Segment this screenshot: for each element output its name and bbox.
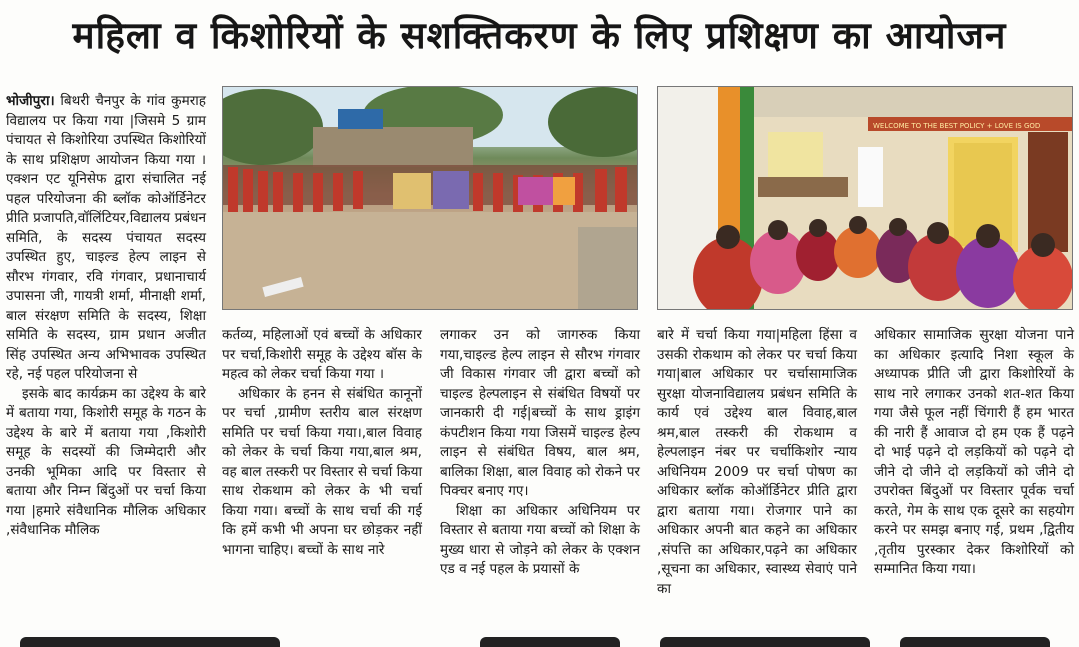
article-column-1 xyxy=(6,92,206,541)
photo-classroom-session xyxy=(657,86,1073,310)
article-column-3 xyxy=(440,326,640,580)
paragraph: इसके बाद कार्यक्रम का उद्देश्य के बारे में बताया गया, किशोरी समूह के गठन के उद्देश्य के बारे में बताया गया ,किशोरी समूह के सदस्यों की जिम्मेदारी और उनकी भूमिका आदि पर विस्तार से बताया और निम्न बिंदुओं पर चर्चा किया गया |हमारे संवैधानिक मौलिक अधिकार ,संवैधानिक मौलिक xyxy=(6,385,206,538)
paragraph: बारे में चर्चा किया गया|महिला हिंसा व उसकी रोकथाम को लेकर पर चर्चा किया गया|बाल अधिकार पर चर्चासामाजिक सुरक्षा योजनाविद्यालय प्रबंधन समिति के कार्य एवं उद्देश्य बाल विवाह,बाल श्रम,बाल तस्करी की रोकथाम व हेल्पलाइन नंबर पर चर्चाकिशोर न्याय अधिनियम 2009 पर चर्चा पोषण का अधिकार ब्लॉक कोऑर्डिनेटर प्रीति द्वारा द्वारा बताया गया। रोजगार पाने का अधिकार अपनी बात कहने का अधिकार ,संपत्ति का अधिकार,पढ़ने का अधिकार ,सूचना का अधिकार, स्वास्थ्य सेवाएं पाने का xyxy=(657,327,857,597)
paragraph: कर्तव्य, महिलाओं एवं बच्चों के अधिकार पर चर्चा,किशोरी समूह के उद्देश्य बॉस के महत्व को लेकर चर्चा किया गया । xyxy=(222,327,422,382)
next-headline-fragment xyxy=(0,633,1079,647)
paragraph: शिक्षा का अधिकार अधिनियम पर विस्तार से बताया गया बच्चों को शिक्षा के मुख्य धारा से जोड़ने को लेकर के एक्शन एड व नई पहल के प्रयासों के xyxy=(440,502,640,577)
paragraph: अधिकार के हनन से संबंधित कानूनों पर चर्चा ,ग्रामीण स्तरीय बाल संरक्षण समिति पर चर्चा किया गया।,बाल विवाह को लेकर के चर्चा किया गया,बाल श्रम, वह बाल तस्करी पर विस्तार से चर्चा किया साथ रोकथाम को लेकर के भी चर्चा किया गया। बच्चों के साथ चर्चा की गई कि हमें कभी भी अपना घर छोड़कर नहीं भागना चाहिए। बच्चों के साथ नारे xyxy=(222,385,422,558)
headline: महिला व किशोरियों के सशक्तिकरण के लिए प्रशिक्षण का आयोजन xyxy=(72,14,1007,57)
paragraph: बिथरी चैनपुर के गांव कुमराह विद्यालय पर किया गया |जिसमे 5 ग्राम पंचायत से किशोरिया उपस्थित किशोरियों के साथ प्रशिक्षण आयोजन किया गया । एक्शन एट यूनिसेफ द्वारा संचालित नई पहल परियोजना की ब्लॉक कोऑर्डिनेटर प्रीति प्रजापति,वॉलिंटियर,विद्यालय प्रबंधन समिति, के सदस्य पंचायत सदस्य उपस्थित हुए, चाइल्ड हेल्प लाइन से सौरभ गंगवार, रवि गंगवार, प्रधानाचार्य उपासना जी, गायत्री शर्मा, मीनाक्षी शर्मा, बाल संरक्षण समिति के सदस्य, शिक्षा समिति के सदस्य, ग्राम प्रधान अजीत सिंह उपस्थित अन्य अभिभावक उपस्थित रहे, नई पहल परियोजना से xyxy=(6,93,206,382)
article-column-4 xyxy=(657,326,857,599)
article-column-2 xyxy=(222,326,422,560)
photo-outdoor-group xyxy=(222,86,638,310)
paragraph: अधिकार सामाजिक सुरक्षा योजना पाने का अधिकार इत्यादि निशा स्कूल के अध्यापक प्रीति जी द्वारा किशोरियों के साथ नारे लगाकर उनको शत-शत किया गया जैसे फूल नहीं चिंगारी हैं हम भारत की नारी हैं आवाज दो हम एक हैं पढ़ने दो भाई पढ़ने दो लड़कियों को पढ़ने दो जीने दो जीने दो लड़कियों को जीने दो उपरोक्त बिंदुओं पर विस्तार पूर्वक चर्चा करते, गेम के साथ एक दूसरे का सहयोग करने पर समझ बनाए गई, प्रथम ,द्वितीय ,तृतीय पुरस्कार देकर किशोरियों को सम्मानित किया गया। xyxy=(874,327,1074,577)
wall-banner-text: WELCOME TO THE BEST POLICY + LOVE IS GOD xyxy=(873,122,1041,130)
paragraph: लगाकर उन को जागरुक किया गया,चाइल्ड हेल्प लाइन से सौरभ गंगवार जी विकास गंगवार जी द्वारा बच्चों को चाइल्ड हेल्पलाइन से संबंधित विषयों पर जानकारी दी गई|बच्चों के साथ ड्राइंग कंपटीशन किया गया जिसमें चाइल्ड हेल्प लाइन से संबंधित विषय, बाल श्रम, बालिका शिक्षा, बाल विवाह को रोकने पर पिक्चर बनाए गए। xyxy=(440,327,640,499)
article-column-5 xyxy=(874,326,1074,580)
dateline: भोजीपुरा। xyxy=(6,93,55,109)
